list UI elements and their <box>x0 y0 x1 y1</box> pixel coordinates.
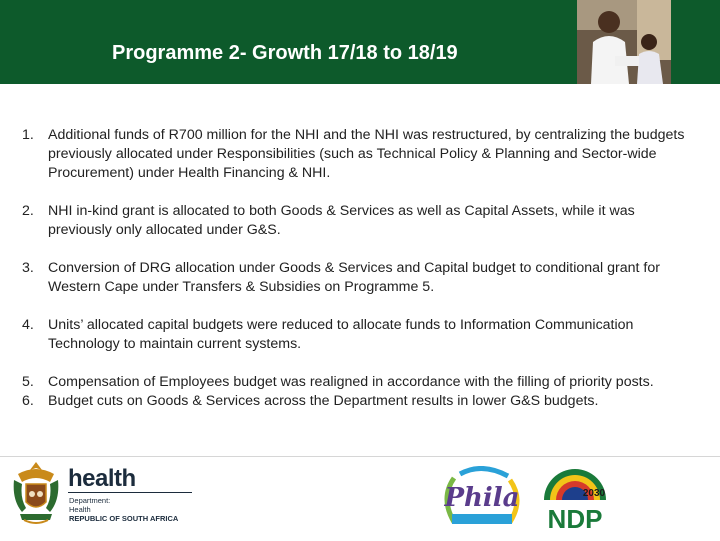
content-list <box>22 126 688 411</box>
footer-divider <box>0 456 720 457</box>
list-number: 3. <box>22 260 34 276</box>
list-item <box>22 316 688 354</box>
dept-line-1: Department: <box>69 496 111 505</box>
list-item <box>22 373 688 392</box>
list-number: 4. <box>22 317 34 333</box>
list-text: Budget cuts on Goods & Services across the Department results in lower G&S budgets. <box>48 393 599 409</box>
list-item <box>22 202 688 240</box>
list-text: Additional funds of R700 million for the NHI and the NHI was restructured, by centralizing the budgets previously allocated under Responsibilities (such as Technical Policy & Planning and Sector-wide Procurement) under Health Financing & NHI. <box>48 127 685 181</box>
phila-logo <box>440 466 524 532</box>
list-text: Units’ allocated capital budgets were reduced to allocate funds to Information Communication Technology to maintain current systems. <box>48 317 634 352</box>
logo-underline <box>68 492 192 493</box>
header-photo <box>577 0 671 84</box>
department-label <box>69 496 178 523</box>
ndp-year: 2030 <box>582 488 606 499</box>
dept-line-3: REPUBLIC OF SOUTH AFRICA <box>69 514 179 523</box>
health-logo-text: health <box>68 465 136 492</box>
list-text: NHI in-kind grant is allocated to both Goods & Services as well as Capital Assets, while it was previously only allocated under G&S. <box>48 203 635 238</box>
ndp-logo-text: NDP <box>547 504 603 534</box>
dept-line-2: Health <box>69 505 91 514</box>
phila-logo-text: Phila <box>444 483 520 513</box>
list-text: Compensation of Employees budget was realigned in accordance with the filling of priority posts. <box>48 374 654 390</box>
list-number: 6. <box>22 393 34 409</box>
list-item <box>22 392 688 411</box>
page-title: Programme 2- Growth 17/18 to 18/19 <box>112 42 458 64</box>
coat-of-arms-icon <box>10 460 62 526</box>
ndp-2030-logo <box>536 466 614 536</box>
list-number: 5. <box>22 374 34 390</box>
list-number: 2. <box>22 203 34 219</box>
list-item <box>22 126 688 183</box>
list-number: 1. <box>22 127 34 143</box>
list-text: Conversion of DRG allocation under Goods & Services and Capital budget to conditional grant for Western Cape under Transfers & Subsidies on Programme 5. <box>48 260 660 295</box>
list-item <box>22 259 688 297</box>
header-bar <box>0 0 720 84</box>
